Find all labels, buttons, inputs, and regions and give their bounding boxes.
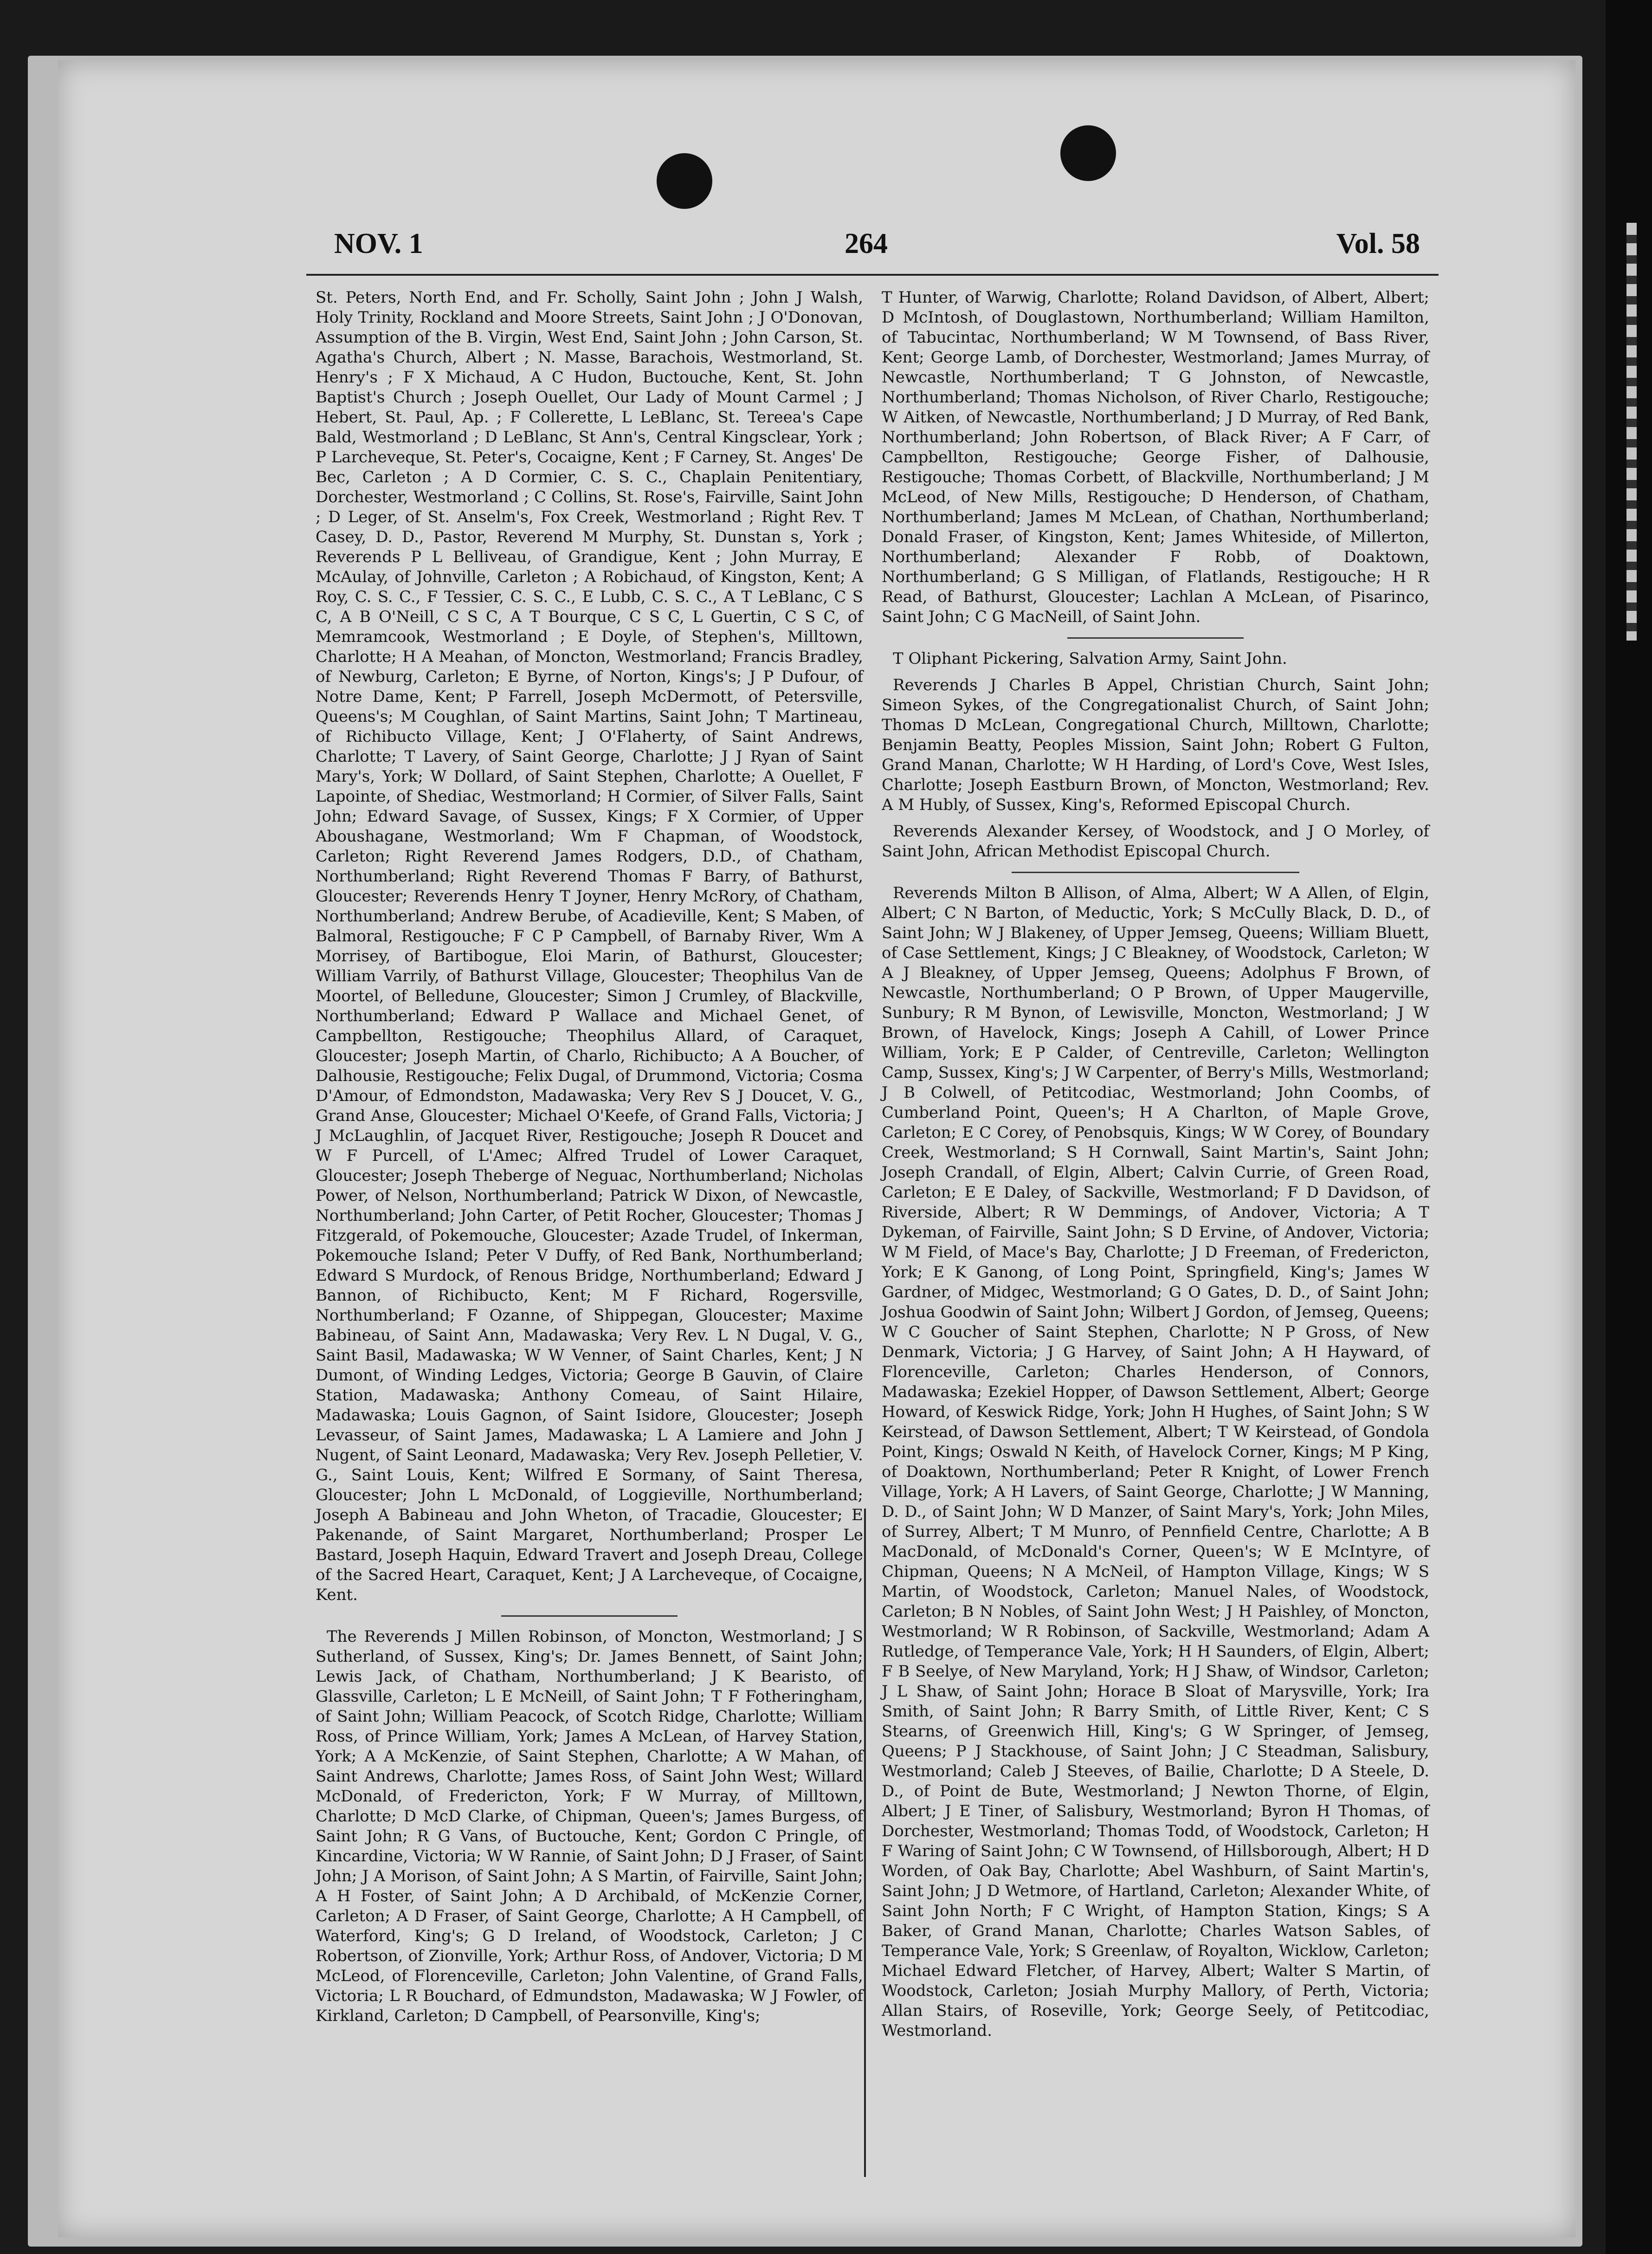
- header-page-number: 264: [845, 228, 888, 259]
- page-header: [306, 227, 1439, 265]
- punch-hole: [1060, 125, 1116, 181]
- header-volume: Vol. 58: [1336, 228, 1420, 259]
- side-margin-marks: [1626, 223, 1637, 641]
- section-separator: [501, 1615, 678, 1617]
- header-rule: [306, 274, 1439, 276]
- header-date: NOV. 1: [334, 228, 423, 259]
- section-separator: [1012, 872, 1299, 873]
- salvation-army-entry: T Oliphant Pickering, Salvation Army, Saint John.: [893, 649, 1287, 668]
- african-methodist-entry: Reverends Alexander Kersey, of Woodstock, and J O Morley, of Saint John, African Methodist Episcopal Church.: [882, 822, 1429, 861]
- section-separator: [1067, 637, 1244, 639]
- baptist-clergy-list: Reverends Milton B Allison, of Alma, Albert; W A Allen, of Elgin, Albert; C N Barton, of Meductic, York; S McCully Black, D. D., of Saint John; W J Blakeney, of Upper Jemseg, Queens; William Bluett, of Case Settlement, Kings; J C Bleakney, of Woodstock, Carleton; W A J Bleakney, of Upper Jemseg, Queens; Adolphus F Brown, of Newcastle, Northumberland; O P Brown, of Upper Maugerville, Sunbury; R M Bynon, of Lewisville, Moncton, Westmorland; J W Brown, of Havelock, Kings; Joseph A Cahill, of Lower Prince William, York; E P Calder, of Centreville, Carleton; Wellington Camp, Sussex, King's; J W Carpenter, of Berry's Mills, Westmorland; J B Colwell, of Petitcodiac, Westmorland; John Coombs, of Cumberland Point, Queen's; H A Charlton, of Maple Grove, Carleton; E C Corey, of Penobsquis, Kings; W W Corey, of Boundary Creek, Westmorland; S H Cornwall, Saint Martin's, Saint John; Joseph Crandall, of Elgin, Albert; Calvin Currie, of Green Road, Carleton; E E Daley, of Sackville, Westmorland; F D Davidson, of Riverside, Albert; R W Demmings, of Andover, Victoria; A T Dykeman, of Fairville, Saint John; S D Ervine, of Andover, Victoria; W M Field, of Mace's Bay, Charlotte; J D Freeman, of Fredericton, York; E K Ganong, of Long Point, Springfield, King's; James W Gardner, of Midgec, Westmorland; G O Gates, D. D., of Saint John; Joshua Goodwin of Saint John; Wilbert J Gordon, of Jemseg, Queens; W C Goucher of Saint Stephen, Charlotte; N P Gross, of New Denmark, Victoria; J G Harvey, of Saint John; A H Hayward, of Florenceville, Carleton; Charles Henderson, of Connors, Madawaska; Ezekiel Hopper, of Dawson Settlement, Albert; George Howard, of Keswick Ridge, York; John H Hughes, of Saint John; S W Keirstead, of Dawson Settlement, Albert; T W Keirstead, of Gondola Point, Kings; Oswald N Keith, of Havelock Corner, Kings; M P King, of Doaktown, Northumberland; Peter R Knight, of Lower French Village, York; A H Lavers, of Saint George, Charlotte; J W Manning, D. D., of Saint John; W D Manzer, of Saint Mary's, York; John Miles, of Surrey, Albert; T M Munro, of Pennfield Centre, Charlotte; A B MacDonald, of McDonald's Corner, Queen's; W E McIntyre, of Chipman, Queens; N A McNeil, of Hampton Village, Kings; W S Martin, of Woodstock, Carleton; Manuel Nales, of Woodstock, Carleton; B N Nobles, of Saint John West; J H Paishley, of Moncton, Westmorland; W R Robinson, of Sackville, Westmorland; Adam A Rutledge, of Temperance Vale, York; H H Saunders, of Elgin, Albert; F B Seelye, of New Maryland, York; H J Shaw, of Windsor, Carleton; J L Shaw, of Saint John; Horace B Sloat of Marysville, York; Ira Smith, of Saint John; R Barry Smith, of Little River, Kent; C S Stearns, of Greenwich Hill, King's; G W Springer, of Jemseg, Queens; P J Stackhouse, of Saint John; J C Steadman, Salisbury, Westmorland; Caleb J Steeves, of Bailie, Charlotte; D A Steele, D. D., of Point de Bute, Westmorland; J Newton Thorne, of Elgin, Albert; J E Tiner, of Salisbury, Westmorland; Byron H Thomas, of Dorchester, Westmorland; Thomas Todd, of Woodstock, Carleton; H F Waring of Saint John; C W Townsend, of Hillsborough, Albert; H D Worden, of Oak Bay, Charlotte; Abel Washburn, of Saint Martin's, Saint John; J D Wetmore, of Hartland, Carleton; Alexander White, of Saint John North; F C Wright, of Hampton Station, Kings; S A Baker, of Grand Manan, Charlotte; Charles Watson Sables, of Temperance Vale, York; S Greenlaw, of Royalton, Wicklow, Carleton; Michael Edward Fletcher, of Harvey, Albert; Walter S Martin, of Woodstock, Carleton; Josiah Murphy Mallory, of Perth, Victoria; Allan Stairs, of Roseville, York; George Seely, of Petitcodiac, Westmorland.: [882, 884, 1429, 2040]
- column-divider: [864, 1509, 866, 2177]
- presbyterian-clergy-list: The Reverends J Millen Robinson, of Moncton, Westmorland; J S Sutherland, of Sussex, King's; Dr. James Bennett, of Saint John; Lewis Jack, of Chatham, Northumberland; J K Bearisto, of Glassville, Carleton; L E McNeill, of Saint John; T F Fotheringham, of Saint John; William Peacock, of Scotch Ridge, Charlotte; William Ross, of Prince William, York; James A McLean, of Harvey Station, York; A A McKenzie, of Saint Stephen, Charlotte; A W Mahan, of Saint Andrews, Charlotte; James Ross, of Saint John West; Willard McDonald, of Fredericton, York; F W Murray, of Milltown, Charlotte; D McD Clarke, of Chipman, Queen's; James Burgess, of Saint John; R G Vans, of Buctouche, Kent; Gordon C Pringle, of Kincardine, Victoria; W W Rannie, of Saint John; D J Fraser, of Saint John; J A Morison, of Saint John; A S Martin, of Fairville, Saint John; A H Foster, of Saint John; A D Archibald, of McKenzie Corner, Carleton; A D Fraser, of Saint George, Charlotte; A H Campbell, of Waterford, King's; G D Ireland, of Woodstock, Carleton; J C Robertson, of Zionville, York; Arthur Ross, of Andover, Victoria; D M McLeod, of Florenceville, Carleton; John Valentine, of Grand Falls, Victoria; L R Bouchard, of Edmundston, Madawaska; W J Fowler, of Kirkland, Carleton; D Campbell, of Pearsonville, King's;: [316, 1627, 863, 2025]
- left-column: [316, 288, 863, 2033]
- catholic-clergy-list: St. Peters, North End, and Fr. Scholly, Saint John ; John J Walsh, Holy Trinity, Rockland and Moore Streets, Saint John ; J O'Donovan, Assumption of the B. Virgin, West End, Saint John ; John Carson, St. Agatha's Church, Albert ; N. Masse, Barachois, Westmorland, St. Henry's ; F X Michaud, A C Hudon, Buctouche, Kent, St. John Baptist's Church ; Joseph Ouellet, Our Lady of Mount Carmel ; J Hebert, St. Paul, Ap. ; F Collerette, L LeBlanc, St. Tereea's Cape Bald, Westmorland ; D LeBlanc, St Ann's, Central Kingsclear, York ; P Larcheveque, St. Peter's, Cocaigne, Kent ; F Carney, St. Anges' De Bec, Carleton ; A D Cormier, C. S. C., Chaplain Penitentiary, Dorchester, Westmorland ; C Collins, St. Rose's, Fairville, Saint John ; D Leger, of St. Anselm's, Fox Creek, Westmorland ; Right Rev. T Casey, D. D., Pastor, Reverend M Murphy, St. Dunstan s, York ; Reverends P L Belliveau, of Grandigue, Kent ; John Murray, E McAulay, of Johnville, Carleton ; A Robichaud, of Kingston, Kent; A Roy, C. S. C., F Tessier, C. S. C., E Lubb, C. S. C., A T LeBlanc, C S C, A B O'Neill, C S C, A T Bourque, C S C, L Guertin, C S C, of Memramcook, Westmorland ; E Doyle, of Stephen's, Milltown, Charlotte; H A Meahan, of Moncton, Westmorland; Francis Bradley, of Newburg, Carleton; E Byrne, of Norton, Kings's; J P Dufour, of Notre Dame, Kent; P Farrell, Joseph McDermott, of Petersville, Queens's; M Coughlan, of Saint Martins, Saint John; T Martineau, of Richibucto Village, Kent; J O'Flaherty, of Saint Andrews, Charlotte; T Lavery, of Saint George, Charlotte; J J Ryan of Saint Mary's, York; W Dollard, of Saint Stephen, Charlotte; A Ouellet, F Lapointe, of Shediac, Westmorland; H Cormier, of Silver Falls, Saint John; Edward Savage, of Sussex, Kings; F X Cormier, of Upper Aboushagane, Westmorland; Wm F Chapman, of Woodstock, Carleton; Right Reverend James Rodgers, D.D., of Chatham, Northumberland; Right Reverend Thomas F Barry, of Bathurst, Gloucester; Reverends Henry T Joyner, Henry McRory, of Chatham, Northumberland; Andrew Berube, of Acadieville, Kent; S Maben, of Balmoral, Restigouche; F C P Campbell, of Barnaby River, Wm A Morrisey, of Bartibogue, Eloi Marin, of Bathurst, Gloucester; William Varrily, of Bathurst Village, Gloucester; Theophilus Van de Moortel, of Belledune, Gloucester; Simon J Crumley, of Blackville, Northumberland; Edward P Wallace and Michael Genet, of Campbellton, Restigouche; Theophilus Allard, of Caraquet, Gloucester; Joseph Martin, of Charlo, Richibucto; A A Boucher, of Dalhousie, Restigouche; Felix Dugal, of Drummond, Victoria; Cosma D'Amour, of Edmondston, Madawaska; Very Rev S J Doucet, V. G., Grand Anse, Gloucester; Michael O'Keefe, of Grand Falls, Victoria; J J McLaughlin, of Jacquet River, Restigouche; Joseph R Doucet and W F Purcell, of L'Amec; Alfred Trudel of Lower Caraquet, Gloucester; Joseph Theberge of Neguac, Northumberland; Nicholas Power, of Nelson, Northumberland; Patrick W Dixon, of Newcastle, Northumberland; John Carter, of Petit Rocher, Gloucester; Thomas J Fitzgerald, of Pokemouche, Gloucester; Azade Trudel, of Inkerman, Pokemouche Island; Peter V Duffy, of Red Bank, Northumberland; Edward S Murdock, of Renous Bridge, Northumberland; Edward J Bannon, of Richibucto, Kent; M F Richard, Rogersville, Northumberland; F Ozanne, of Shippegan, Gloucester; Maxime Babineau, of Saint Ann, Madawaska; Very Rev. L N Dugal, V. G., Saint Basil, Madawaska; W W Venner, of Saint Charles, Kent; J N Dumont, of Winding Ledges, Victoria; George B Gauvin, of Claire Station, Madawaska; Anthony Comeau, of Saint Hilaire, Madawaska; Louis Gagnon, of Saint Isidore, Gloucester; Joseph Levasseur, of Saint James, Madawaska; L A Lamiere and John J Nugent, of Saint Leonard, Madawaska; Very Rev. Joseph Pelletier, V. G., Saint Louis, Kent; Wilfred E Sormany, of Saint Theresa, Gloucester; John L McDonald, of Loggieville, Northumberland; Joseph A Babineau and John Wheton, of Tracadie, Gloucester; E Pakenande, of Saint Margaret, Northumberland; Prosper Le Bastard, Joseph Haquin, Edward Travert and Joseph Dreau, College of the Sacred Heart, Caraquet, Kent; J A Larcheveque, of Cocaigne, Kent.: [316, 288, 863, 1604]
- presbyterian-clergy-list-continued: T Hunter, of Warwig, Charlotte; Roland Davidson, of Albert, Albert; D McIntosh, of Douglastown, Northumberland; William Hamilton, of Tabucintac, Northumberland; W M Townsend, of Bass River, Kent; George Lamb, of Dorchester, Westmorland; James Murray, of Newcastle, Northumberland; T G Johnston, of Newcastle, Northumberland; Thomas Nicholson, of River Charlo, Restigouche; W Aitken, of Newcastle, Northumberland; J D Murray, of Red Bank, Northumberland; John Robertson, of Black River; A F Carr, of Campbellton, Restigouche; George Fisher, of Dalhousie, Restigouche; Thomas Corbett, of Blackville, Northumberland; J M McLeod, of New Mills, Restigouche; D Henderson, of Chatham, Northumberland; James M McLean, of Chathan, Northumberland; Donald Fraser, of Kingston, Kent; James Whiteside, of Millerton, Northumberland; Alexander F Robb, of Doaktown, Northumberland; G S Milligan, of Flatlands, Restigouche; H R Read, of Bathurst, Gloucester; Lachlan A McLean, of Pisarinco, Saint John; C G MacNeill, of Saint John.: [882, 288, 1429, 626]
- punch-hole: [657, 153, 712, 209]
- right-column: [882, 288, 1429, 2047]
- other-churches-list: Reverends J Charles B Appel, Christian Church, Saint John; Simeon Sykes, of the Congregationalist Church, of Saint John; Thomas D McLean, Congregational Church, Milltown, Charlotte; Benjamin Beatty, Peoples Mission, Saint John; Robert G Fulton, Grand Manan, Charlotte; W H Harding, of Lord's Cove, West Isles, Charlotte; Joseph Eastburn Brown, of Moncton, Westmorland; Rev. A M Hubly, of Sussex, King's, Reformed Episcopal Church.: [882, 676, 1429, 814]
